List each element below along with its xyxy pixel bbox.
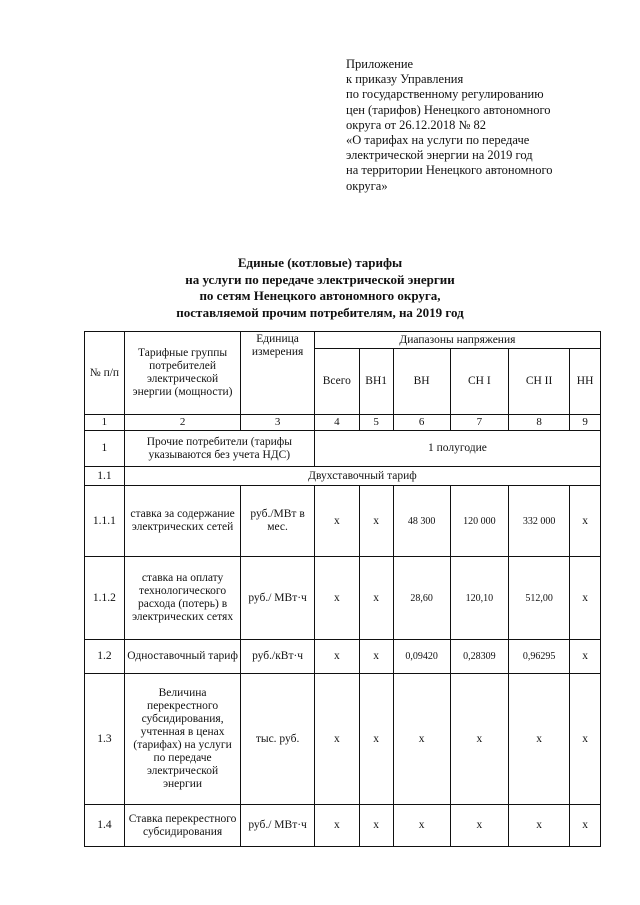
row-unit: руб./ МВт·ч (241, 557, 315, 640)
index-cell: 5 (359, 415, 393, 431)
annex-line: к приказу Управления (346, 72, 464, 87)
row-num: 1.1.2 (85, 557, 125, 640)
row-sn2: 332 000 (508, 486, 569, 557)
annex-header (346, 57, 616, 194)
index-cell: 1 (85, 415, 125, 431)
row-vn1: х (359, 805, 393, 847)
annex-line: электрической энергии на 2019 год (346, 148, 533, 163)
title-line: по сетям Ненецкого автономного округа, (199, 288, 441, 303)
row-vn1: х (359, 674, 393, 805)
title-line: Единые (котловые) тарифы (237, 255, 403, 270)
table-row (85, 557, 601, 640)
row-sn2: х (508, 805, 569, 847)
row-name: Одноставочный тариф (124, 640, 240, 674)
index-cell: 7 (450, 415, 508, 431)
index-cell: 6 (393, 415, 450, 431)
index-cell: 3 (241, 415, 315, 431)
row-unit: руб./ МВт·ч (241, 805, 315, 847)
row-nn: х (570, 486, 601, 557)
row-num: 1.2 (85, 640, 125, 674)
row-name: ставка за содержание электрических сетей (124, 486, 240, 557)
annex-line: на территории Ненецкого автономного (346, 163, 553, 178)
row-nn: х (570, 640, 601, 674)
row-total: х (314, 486, 359, 557)
subsection-num: 1.1 (85, 467, 125, 486)
row-sn2: 512,00 (508, 557, 569, 640)
row-sn2: х (508, 674, 569, 805)
row-sn2: 0,96295 (508, 640, 569, 674)
header-row (85, 332, 601, 349)
row-sn1: 0,28309 (450, 640, 508, 674)
row-sn1: 120,10 (450, 557, 508, 640)
row-vn: х (393, 805, 450, 847)
table-row (85, 674, 601, 805)
row-total: х (314, 674, 359, 805)
row-vn1: х (359, 557, 393, 640)
table-row (85, 805, 601, 847)
subsection-row (85, 467, 601, 486)
header-nn: НН (570, 349, 601, 415)
row-sn1: х (450, 674, 508, 805)
header-unit: Единица измерения (241, 332, 315, 415)
index-cell: 9 (570, 415, 601, 431)
section-row (85, 431, 601, 467)
row-num: 1.4 (85, 805, 125, 847)
annex-line: «О тарифах на услуги по передаче (346, 133, 530, 148)
row-vn1: х (359, 640, 393, 674)
row-unit: руб./кВт·ч (241, 640, 315, 674)
header-group: Тарифные группы потребителей электрической энергии (мощности) (124, 332, 240, 415)
index-cell: 8 (508, 415, 569, 431)
row-vn: 0,09420 (393, 640, 450, 674)
table-row (85, 486, 601, 557)
row-total: х (314, 640, 359, 674)
row-name: Величина перекрестного субсидирования, учтенная в ценах (тарифах) на услуги по передаче электрической энергии (124, 674, 240, 805)
annex-line: цен (тарифов) Ненецкого автономного (346, 102, 551, 117)
row-vn: 28,60 (393, 557, 450, 640)
row-total: х (314, 557, 359, 640)
header-sn1: СН I (450, 349, 508, 415)
header-vn1: ВН1 (359, 349, 393, 415)
row-vn: х (393, 674, 450, 805)
row-total: х (314, 805, 359, 847)
row-num: 1.3 (85, 674, 125, 805)
subsection-name: Двухставочный тариф (124, 467, 600, 486)
annex-line: округа» (346, 178, 388, 193)
annex-line: Приложение (346, 57, 414, 71)
title-line: на услуги по передаче электрической энергии (185, 271, 455, 287)
row-num: 1.1.1 (85, 486, 125, 557)
table-row (85, 640, 601, 674)
header-num: № п/п (85, 332, 125, 415)
header-total: Всего (314, 349, 359, 415)
row-unit: тыс. руб. (241, 674, 315, 805)
row-vn1: х (359, 486, 393, 557)
index-cell: 2 (124, 415, 240, 431)
row-sn1: 120 000 (450, 486, 508, 557)
tariff-table (84, 331, 601, 847)
row-unit: руб./МВт в мес. (241, 486, 315, 557)
section-name: Прочие потребители (тарифы указываются без учета НДС) (124, 431, 314, 467)
row-name: Ставка перекрестного субсидирования (124, 805, 240, 847)
row-vn: 48 300 (393, 486, 450, 557)
row-sn1: х (450, 805, 508, 847)
annex-line: по государственному регулированию (346, 87, 544, 102)
section-period: 1 полугодие (314, 431, 600, 467)
header-vn: ВН (393, 349, 450, 415)
header-sn2: СН II (508, 349, 569, 415)
title-line: поставляемой прочим потребителям, на 2019 год (176, 304, 464, 320)
row-nn: х (570, 557, 601, 640)
row-nn: х (570, 805, 601, 847)
row-name: ставка на оплату технологического расхода (потерь) в электрических сетях (124, 557, 240, 640)
index-cell: 4 (314, 415, 359, 431)
annex-line: округа от 26.12.2018 № 82 (346, 117, 487, 132)
column-index-row (85, 415, 601, 431)
header-ranges: Диапазоны напряжения (314, 332, 600, 349)
row-nn: х (570, 674, 601, 805)
section-num: 1 (85, 431, 125, 467)
document-title (0, 255, 640, 321)
